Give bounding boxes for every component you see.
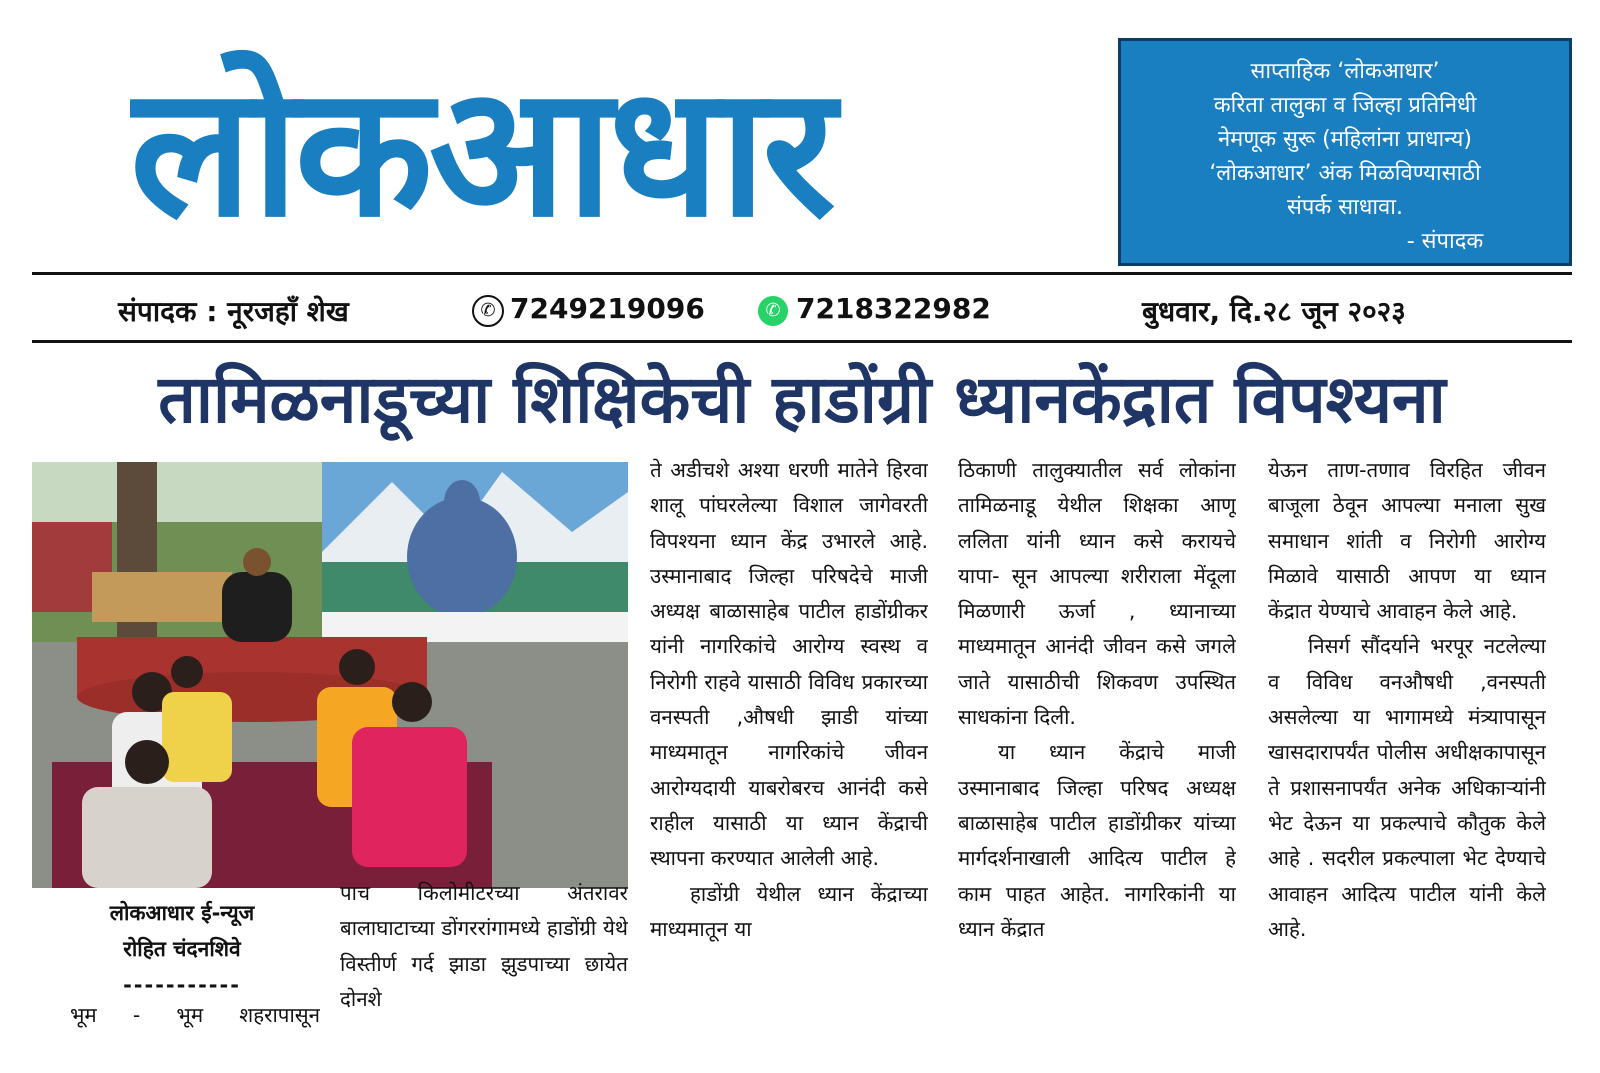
whatsapp-number: 7218322982 [796, 292, 991, 325]
phone-number: 7249219096 [510, 292, 705, 325]
byline-separator: ----------- [123, 973, 241, 997]
notice-line: करिता तालुका व जिल्हा प्रतिनिधी [1213, 93, 1477, 118]
notice-line: संपर्क साधावा. [1287, 195, 1403, 220]
article-paragraph: निसर्ग सौंदर्याने भरपूर नटलेल्या व विविध वनऔषधी ,वनस्पती असलेल्या या भागामध्ये मंत्र्यापासून खासदारापर्यंत पोलीस अधीक्षकापासून ते प्रशासनापर्यंत अनेक अधिकाऱ्यांनी भेट देऊन या प्रकल्पाचे कौतुक केले आहे . सदरील प्रकल्पाला भेट देण्याचे आवाहन आदित्य पाटील यांनी केले आहे. [1268, 634, 1546, 941]
article-column-3 [650, 453, 928, 1023]
article-column-5 [1268, 453, 1546, 1023]
notice-line: ‘लोकआधार’ अंक मिळविण्यासाठी [1209, 161, 1481, 186]
article-paragraph: ठिकाणी तालुक्यातील सर्व लोकांना तामिळनाडू येथील शिक्षका आणू ललिता यांनी ध्यान कसे करायचे यापा- सून आपल्या शरीराला मेंदूला मिळणारी ऊर्जा , ध्यानाच्या माध्यमातून आनंदी जीवन कसे जगले जाते यासाठीची शिकवण उपस्थित साधकांना दिली. [958, 458, 1236, 730]
byline-source: लोकआधार ई-न्यूज [109, 901, 255, 925]
article-photo [32, 462, 628, 888]
whatsapp-contact [758, 292, 991, 326]
recruitment-notice [1118, 38, 1572, 266]
article-column-2 [340, 876, 628, 1026]
article-paragraph: येऊन ताण-तणाव विरहित जीवन बाजूला ठेवून आपल्या मनाला सुख समाधान शांती व निरोगी आरोग्य मिळावे यासाठी आपण या ध्यान केंद्रात येण्याचे आवाहन केले आहे. [1268, 458, 1546, 624]
editor-name: संपादक : नूरजहाँ शेख [118, 295, 349, 328]
byline [32, 895, 332, 1003]
article-paragraph: या ध्यान केंद्राचे माजी उस्मानाबाद जिल्हा परिषद अध्यक्ष बाळासाहेब पाटील हाडोंग्रीकर यांच्या मार्गदर्शनाखाली आदित्य पाटील हे काम पाहत आहेत. नागरिकांनी या ध्यान केंद्रात [958, 740, 1236, 941]
article-paragraph: पाच किलोमीटरच्या अंतरावर बालाघाटाच्या डोंगररांगामध्ये हाडोंग्री येथे विस्तीर्ण गर्द झाडा झुडपाच्या छायेत दोनशे [340, 881, 628, 1011]
article-column-4 [958, 453, 1236, 1023]
article-paragraph: ते अडीचशे अश्या धरणी मातेने हिरवा शालू पांघरलेल्या विशाल जागेवरती विपश्यना ध्यान केंद्र उभारले आहे. उस्मानाबाद जिल्हा परिषदेचे माजी अध्यक्ष बाळासाहेब पाटील हाडोंग्रीकर यांनी नागरिकांचे आरोग्य स्वस्थ व निरोगी राहवे यासाठी विविध प्रकारच्या वनस्पती ,औषधी झाडी यांच्या माध्यमातून नागरिकांचे जीवन आरोग्यदायी याबरोबरच आनंदी कसे राहील यासाठी या ध्यान केंद्राची स्थापना करण्यात आलेली आहे. [650, 458, 928, 871]
top-rule [32, 272, 1572, 275]
article-column-1 [70, 998, 320, 1033]
notice-signature: - संपादक [1406, 229, 1484, 254]
notice-line: साप्ताहिक ‘लोकआधार’ [1250, 59, 1440, 84]
info-bar [32, 282, 1572, 338]
byline-reporter: रोहित चंदनशिवे [123, 937, 241, 961]
notice-line: नेमणूक सुरू (महिलांना प्राधान्य) [1217, 127, 1473, 152]
whatsapp-icon: ✆ [758, 296, 788, 326]
masthead-logo: लोकआधार [130, 48, 832, 257]
issue-date: बुधवार, दि.२८ जून २०२३ [1142, 295, 1406, 328]
headline: तामिळनाडूच्या शिक्षिकेची हाडोंग्री ध्यानकेंद्रात विपश्यना [158, 361, 1446, 438]
phone-contact [472, 292, 705, 327]
article-paragraph: हाडोंग्री येथील ध्यान केंद्राच्या माध्यमातून या [650, 881, 928, 941]
bottom-rule [32, 340, 1572, 343]
dateline: भूम - भूम शहरापासून [70, 1003, 320, 1027]
phone-icon: ✆ [472, 295, 504, 327]
